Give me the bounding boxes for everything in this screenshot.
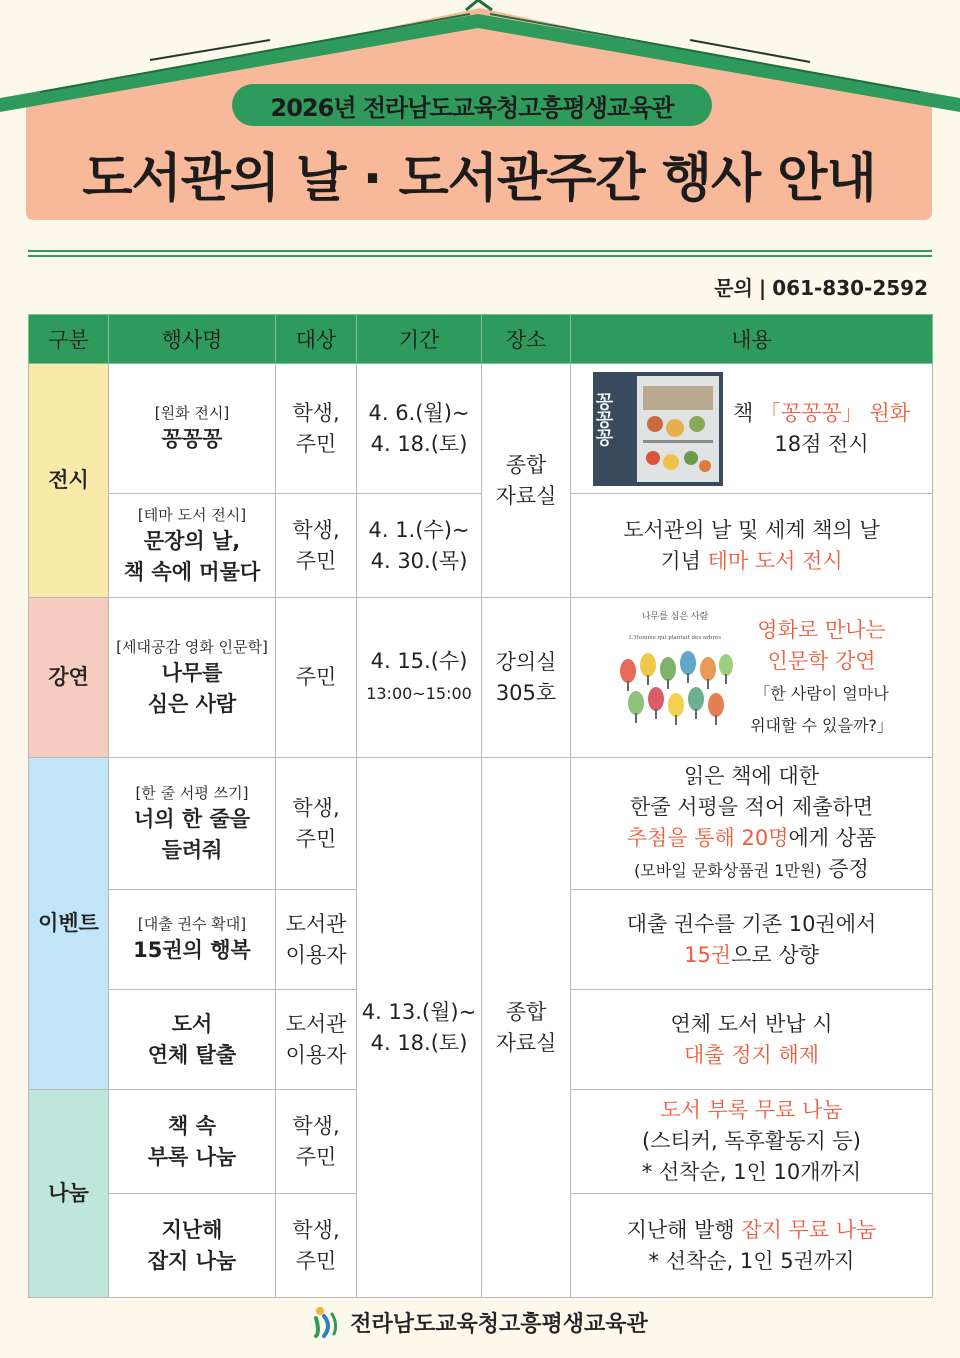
target-line: 학생, [292, 400, 340, 425]
event-name: 지난해 [161, 1217, 223, 1242]
content-line: 연체 도서 반납 시 [670, 1011, 833, 1036]
target-line: 도서관 [285, 911, 347, 936]
organization-logo-icon [312, 1306, 340, 1338]
target-cell: 주민 [276, 598, 357, 758]
target-line: 학생, [292, 1113, 340, 1138]
event-name: 너의 한 줄을 [133, 806, 251, 831]
event-name: 꽁꽁꽁 [161, 427, 223, 451]
target-line: 주민 [295, 548, 337, 573]
period-date: 4. 15.(수) [370, 649, 468, 673]
period-cell [357, 598, 482, 758]
event-name-cell [109, 364, 276, 494]
footer [0, 1302, 960, 1342]
content-highlight: 인문학 강연 [767, 648, 876, 673]
contact-label: 문의 [714, 276, 753, 300]
event-name-cell [109, 494, 276, 598]
content-line: 기념 [660, 548, 708, 573]
content-line: * 선착순, 1인 5권까지 [648, 1248, 855, 1273]
place-cell [482, 364, 571, 598]
organization-pill: 2026년 전라남도교육청고흥평생교육관 [232, 84, 712, 126]
target-cell [276, 364, 357, 494]
place-line: 종합 [505, 999, 547, 1024]
event-name-cell [109, 890, 276, 990]
content-cell [571, 758, 933, 890]
target-cell [276, 758, 357, 890]
target-line: 학생, [292, 517, 340, 542]
event-name: 잡지 나눔 [147, 1248, 237, 1273]
period-time: 13:00~15:00 [366, 684, 472, 703]
target-cell [276, 890, 357, 990]
content-highlight: 대출 정지 해제 [683, 1042, 820, 1067]
content-cell [571, 598, 933, 758]
event-tag: [대출 권수 확대] [137, 915, 247, 933]
header-place: 장소 [482, 315, 571, 364]
place-line: 305호 [495, 680, 557, 705]
target-line: 도서관 [285, 1011, 347, 1036]
target-line: 이용자 [285, 942, 347, 967]
content-line: 대출 권수를 기존 10권에서 [626, 911, 877, 936]
event-name-cell [109, 1090, 276, 1194]
content-quote: 「한 사람이 얼마나 [754, 683, 889, 703]
event-name: 문장의 날, [143, 528, 241, 553]
event-name: 도서 [171, 1011, 213, 1036]
content-cell [571, 364, 933, 494]
event-tag: [테마 도서 전시] [137, 505, 247, 524]
target-line: 학생, [292, 795, 340, 820]
target-line: 주민 [295, 1248, 337, 1273]
content-quote: 위대할 수 있을까?」 [750, 715, 893, 735]
book-cover-image [610, 605, 740, 751]
content-line: 도서관의 날 및 세계 책의 날 [623, 517, 880, 542]
target-cell [276, 494, 357, 598]
event-name: 책 속 [168, 1113, 216, 1138]
period-cell [357, 494, 482, 598]
book-cover-image [593, 372, 723, 486]
place-line: 자료실 [495, 1030, 557, 1055]
content-text-pre: 책 [732, 400, 760, 425]
divider-line [28, 255, 932, 257]
content-line: 한줄 서평을 적어 제출하면 [629, 795, 874, 819]
table-row [29, 598, 933, 758]
target-cell [276, 1090, 357, 1194]
period-cell [357, 364, 482, 494]
content-highlight: 잡지 무료 나눔 [741, 1217, 877, 1242]
header-target: 대상 [276, 315, 357, 364]
event-name: 나무를 [161, 660, 223, 685]
content-text [750, 615, 893, 741]
content-cell [571, 1194, 933, 1298]
content-cell [571, 494, 933, 598]
target-cell [276, 990, 357, 1090]
event-name-cell [109, 758, 276, 890]
header-content: 내용 [571, 315, 933, 364]
period-end: 4. 18.(토) [370, 1030, 468, 1055]
divider-line [28, 250, 932, 252]
content-note: (모바일 문화상품권 1만원) [634, 861, 822, 880]
content-line: 에게 상품 [788, 826, 877, 850]
event-name: 15권의 행복 [133, 938, 251, 962]
period-start: 4. 1.(수)~ [368, 517, 470, 542]
book-cover-title: 꽁꽁꽁 [592, 391, 614, 446]
content-highlight: 15권 [684, 942, 732, 967]
content-line: 읽은 책에 대한 [683, 764, 820, 788]
content-highlight: 도서 부록 무료 나눔 [660, 1098, 843, 1122]
book-cover-subtitle: L'Homme qui plantait des arbres [629, 634, 722, 641]
event-name-cell [109, 1194, 276, 1298]
event-name: 들려줘 [161, 837, 223, 862]
content-highlight: 테마 도서 전시 [707, 548, 843, 573]
content-cell [571, 1090, 933, 1194]
content-line: (스티커, 독후활동지 등) [642, 1129, 861, 1153]
place-line: 강의실 [495, 649, 557, 674]
footer-org-name: 전라남도교육청고흥평생교육관 [350, 1311, 648, 1337]
content-line: 으로 상향 [731, 942, 819, 967]
event-name-cell [109, 990, 276, 1090]
table-header-row [29, 315, 933, 364]
period-cell [357, 758, 482, 1298]
period-start: 4. 13.(월)~ [361, 999, 477, 1024]
content-line: * 선착순, 1인 10개까지 [641, 1160, 862, 1184]
category-share: 나눔 [29, 1090, 109, 1298]
period-end: 4. 18.(토) [370, 431, 468, 456]
place-cell [482, 598, 571, 758]
content-text [733, 398, 910, 460]
page-title: 도서관의 날 · 도서관주간 행사 안내 [82, 148, 876, 209]
content-cell [571, 890, 933, 990]
table-row [29, 758, 933, 890]
target-line: 이용자 [285, 1042, 347, 1067]
event-name: 심은 사람 [147, 691, 237, 716]
header-category: 구분 [29, 315, 109, 364]
period-end: 4. 30.(목) [370, 548, 468, 573]
target-line: 주민 [295, 431, 337, 456]
event-name-cell [109, 598, 276, 758]
event-tag: [한 줄 서평 쓰기] [135, 783, 249, 802]
event-name: 책 속에 머물다 [123, 559, 261, 584]
header-period: 기간 [357, 315, 482, 364]
event-tag: [원화 전시] [154, 404, 230, 422]
period-start: 4. 6.(월)~ [368, 400, 470, 425]
content-text-post: 18점 전시 [774, 431, 869, 456]
category-exhibit: 전시 [29, 364, 109, 598]
book-cover-title: 나무를 심은 사람 [641, 611, 709, 622]
target-cell [276, 1194, 357, 1298]
contact-info: 문의 | 061-830-2592 [714, 276, 928, 300]
content-line: 증정 [821, 857, 869, 881]
contact-phone: 061-830-2592 [772, 276, 928, 300]
content-highlight: 영화로 만나는 [757, 617, 886, 642]
event-tag: [세대공감 영화 인문학] [116, 637, 268, 656]
place-line: 종합 [505, 452, 547, 477]
content-cell [571, 990, 933, 1090]
target-line: 주민 [295, 826, 337, 851]
category-lecture: 강연 [29, 598, 109, 758]
header-event-name: 행사명 [109, 315, 276, 364]
table-row [29, 364, 933, 494]
target-line: 학생, [292, 1217, 340, 1242]
place-cell [482, 758, 571, 1298]
content-highlight: 「꽁꽁꽁」 원화 [759, 400, 911, 425]
category-event: 이벤트 [29, 758, 109, 1090]
content-highlight: 추첨을 통해 20명 [626, 826, 789, 850]
target-line: 주민 [295, 1144, 337, 1169]
event-name: 연체 탈출 [147, 1042, 237, 1067]
event-table [28, 314, 933, 1298]
content-line: 지난해 발행 [626, 1217, 742, 1242]
event-name: 부록 나눔 [147, 1144, 237, 1169]
place-line: 자료실 [495, 483, 557, 508]
table-row [29, 494, 933, 598]
